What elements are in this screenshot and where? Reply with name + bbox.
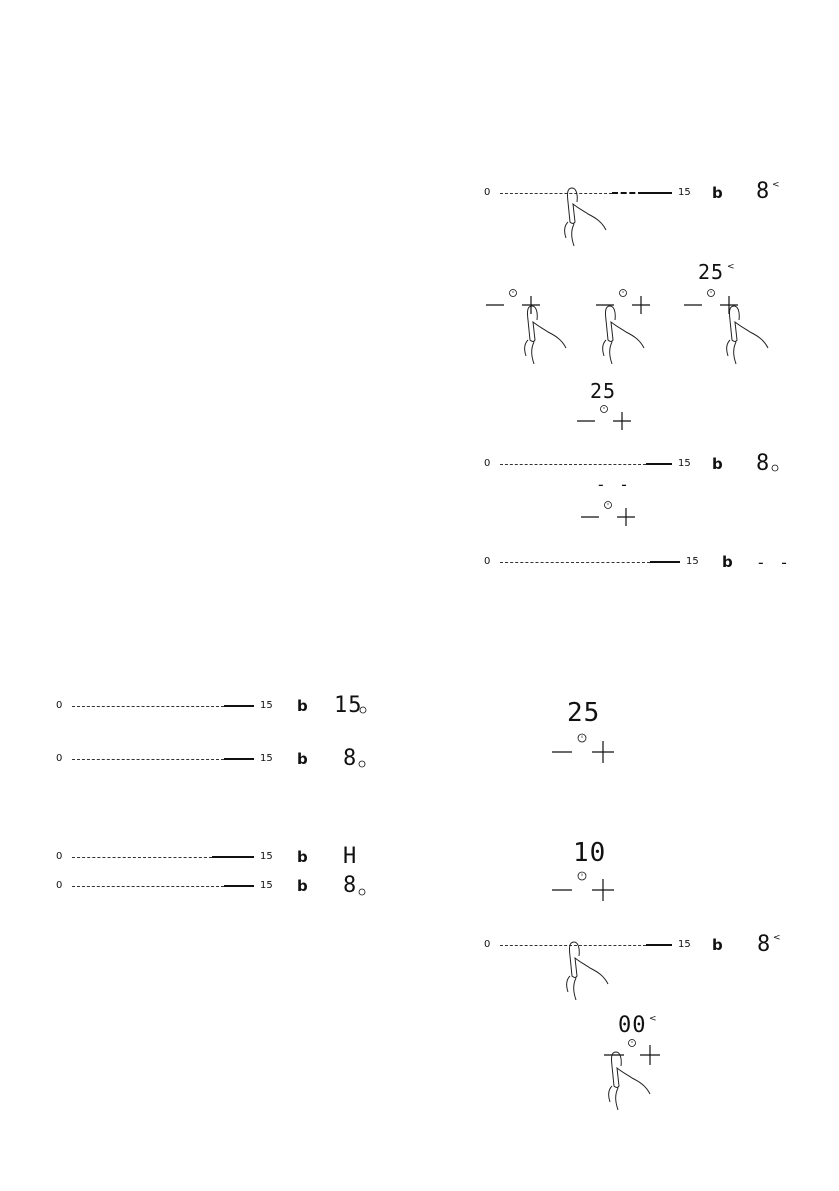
slider-min-label: 0 [484, 458, 491, 469]
slider-max-label: 15 [260, 753, 273, 764]
power-slider-r2[interactable] [484, 455, 694, 473]
power-display: - - [756, 553, 791, 572]
finger-hand-icon [720, 306, 790, 376]
timer-control-5[interactable] [581, 500, 641, 528]
power-display: 15 [334, 693, 363, 718]
power-slider-l3[interactable] [56, 848, 276, 866]
slider-min-label: 0 [56, 851, 63, 862]
slider-track [72, 886, 224, 887]
slider-max-label: 15 [686, 556, 699, 567]
power-slider-l2[interactable] [56, 750, 276, 768]
flash-indicator-icon: < [772, 180, 780, 190]
flash-indicator-icon: < [773, 933, 781, 943]
slider-max-segment [224, 758, 254, 760]
timer-display: 25 [567, 698, 601, 728]
flash-indicator-icon: < [727, 262, 735, 272]
finger-hand-icon [596, 306, 666, 376]
finger-hand-icon [558, 188, 628, 258]
slider-min-label: 0 [56, 880, 63, 891]
slider-max-label: 15 [678, 939, 691, 950]
timer-display: 25 [590, 379, 617, 403]
timer-display: 00 [618, 1013, 647, 1038]
boost-indicator: b [297, 877, 308, 895]
power-slider-r3[interactable] [484, 553, 702, 571]
power-slider-l1[interactable] [56, 697, 276, 715]
slider-min-label: 0 [484, 187, 491, 198]
timer-control-7[interactable] [552, 870, 618, 902]
finger-hand-icon [560, 942, 630, 1012]
clock-icon [771, 464, 780, 473]
slider-track [72, 759, 224, 760]
power-display: 8 [343, 746, 358, 771]
clock-icon [358, 760, 367, 769]
slider-max-label: 15 [678, 458, 691, 469]
slider-track [72, 706, 224, 707]
boost-indicator: b [722, 553, 733, 571]
power-display: 8 [756, 451, 771, 476]
flash-indicator-icon: < [649, 1014, 657, 1024]
slider-min-label: 0 [484, 939, 491, 950]
boost-indicator: b [712, 184, 723, 202]
slider-max-segment [646, 463, 672, 465]
clock-icon [358, 888, 367, 897]
power-display: 8 [343, 873, 358, 898]
power-display: 8 [757, 932, 772, 957]
slider-track [500, 562, 650, 563]
timer-display: 10 [573, 838, 607, 868]
slider-max-segment [224, 705, 254, 707]
finger-hand-icon [602, 1052, 672, 1122]
slider-min-label: 0 [484, 556, 491, 567]
power-slider-l4[interactable] [56, 877, 276, 895]
slider-max-label: 15 [678, 187, 691, 198]
slider-track [500, 464, 646, 465]
slider-max-segment [646, 944, 672, 946]
power-display: 8 [756, 179, 771, 204]
slider-max-segment [224, 885, 254, 887]
slider-min-label: 0 [56, 753, 63, 764]
timer-display: 25 [698, 260, 725, 284]
finger-hand-icon [518, 306, 588, 376]
power-display: H [343, 844, 358, 869]
slider-max-segment [644, 192, 672, 194]
timer-control-4[interactable] [577, 404, 637, 432]
boost-indicator: b [297, 750, 308, 768]
boost-indicator: b [712, 455, 723, 473]
slider-max-segment [650, 561, 680, 563]
slider-max-segment [224, 856, 254, 858]
timer-control-6[interactable] [552, 732, 618, 764]
clock-icon [359, 706, 368, 715]
boost-indicator: b [297, 697, 308, 715]
boost-indicator: b [712, 936, 723, 954]
slider-max-label: 15 [260, 851, 273, 862]
slider-track [72, 857, 212, 858]
slider-min-label: 0 [56, 700, 63, 711]
slider-max-label: 15 [260, 700, 273, 711]
slider-max-label: 15 [260, 880, 273, 891]
boost-indicator: b [297, 848, 308, 866]
slider-active-segment [212, 856, 224, 858]
timer-display: - - [596, 475, 631, 494]
